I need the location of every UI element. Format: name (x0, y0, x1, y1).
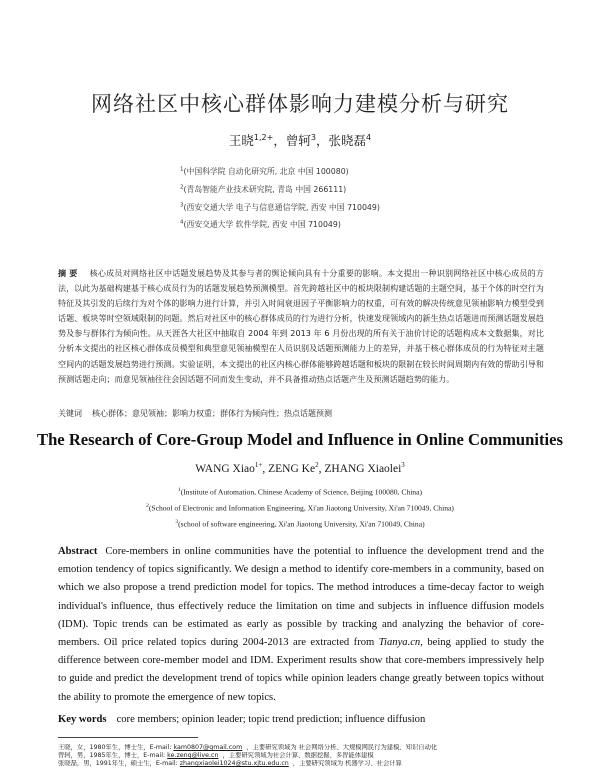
english-title: The Research of Core-Group Model and Influence in Online Communities (37, 430, 563, 449)
footnote-text: ，主要研究领域为 机器学习、社会计算 (292, 760, 402, 767)
author-affiliation-mark: 1,2+ (253, 132, 274, 142)
english-affiliation (0, 519, 600, 529)
affiliation-text: (School of Electronic and Information Engineering, Xi'an Jiaotong University, Xi'an 710049, China) (148, 503, 454, 513)
author-separator: , (318, 462, 325, 475)
author-name: ZHANG Xiaolei (324, 462, 402, 475)
author-email-link[interactable]: ke.zeng@live.cn (167, 752, 219, 759)
author-name: WANG Xiao (195, 462, 255, 475)
affiliation-mark: 4 (180, 219, 184, 226)
footnote-text: 王晓，女，1980年生，博士生，E-mail: (58, 744, 174, 751)
chinese-keywords-label: 关键词 (58, 409, 82, 418)
affiliation-text: (school of software engineering, Xi'an Jiaotong University, Xi'an 710049, China) (178, 519, 425, 529)
author-affiliation-mark: 3 (401, 461, 405, 469)
chinese-affiliation (180, 184, 346, 195)
affiliation-mark: 2 (146, 503, 149, 509)
affiliation-mark: 3 (175, 519, 179, 525)
chinese-keywords (58, 408, 332, 419)
footnote-text: 张晓磊，男，1991年生，硕士生，E-mail: (58, 760, 180, 767)
chinese-title: 网络社区中核心群体影响力建模分析与研究 (91, 92, 509, 116)
author-name: ZENG Ke (268, 462, 316, 475)
english-authors (0, 461, 600, 475)
author-name: 王晓 (228, 133, 254, 148)
english-abstract (58, 543, 544, 707)
author-affiliation-mark: 1+ (254, 461, 263, 469)
english-keywords-text: core members; opinion leader; topic trend prediction; influence diffusion (116, 714, 426, 725)
author-footnotes (58, 744, 558, 768)
affiliation-mark: 1 (180, 166, 184, 173)
chinese-affiliation (180, 166, 349, 177)
chinese-affiliation (180, 202, 380, 213)
footnote-text: 曾轲，男，1985年生，博士，E-mail: (58, 752, 168, 759)
chinese-abstract-label: 摘 要 (58, 269, 78, 278)
author-name: 张晓磊 (328, 133, 366, 148)
footnote-text: ，主要研究领域为社会计算、数据挖掘、多智能体建模 (222, 752, 374, 759)
english-keywords-label: Key words (58, 714, 107, 725)
footnote-line (58, 744, 558, 752)
english-abstract-label: Abstract (58, 546, 98, 557)
chinese-authors (0, 131, 600, 149)
footnote-text: ，主要研究领域为 社会网络分析、大规模网民行为建模、知识自动化 (246, 744, 438, 751)
author-separator: ， (273, 133, 286, 148)
chinese-abstract (58, 266, 544, 387)
affiliation-text: (西安交通大学 电子与信息通信学院, 西安 中国 710049) (183, 203, 380, 212)
affiliation-text: (青岛智能产业技术研究院, 青岛 中国 266111) (183, 185, 347, 194)
author-separator: , (262, 462, 269, 475)
footnote-line (58, 752, 558, 760)
affiliation-text: (中国科学院 自动化研究所, 北京 中国 100080) (183, 167, 349, 176)
author-email-link[interactable]: zhangxiaolei1024@stu.xjtu.edu.cn (179, 760, 289, 767)
author-name: 曾轲 (285, 133, 311, 148)
affiliation-mark: 1 (177, 487, 181, 493)
english-keywords (58, 714, 425, 725)
affiliation-text: (西安交通大学 软件学院, 西安 中国 710049) (183, 220, 341, 229)
footnote-divider (58, 737, 198, 738)
english-affiliation (0, 487, 600, 497)
english-abstract-text-end: , being applied to study the difference between core-member model and IDM. Experiment results show that core-members impressively help to guide and predict the development trend of topics while opinion leaders change greatly between topics without the ability to promote the emergence of new topics. (58, 637, 544, 703)
data-source-name: Tianya.cn (378, 637, 421, 649)
author-affiliation-mark: 2 (315, 461, 319, 469)
chinese-abstract-text: 核心成员对网络社区中话题发展趋势及其参与者的舆论倾向具有十分重要的影响。本文提出一种识别网络社区中核心成员的方法，以此为基础构建基于核心成员行为的话题发展趋势预测模型。首先跨越社区中的板块限制构建话题的主题空间，基于个体的时空行为特征及其引发的后续行为对个体的影响力进行计算，并引入时间衰退因子平衡影响力的权重，可有效的解决传统意见领袖影响力模型受到话题、板块等时空领域限制的问题。然后对社区中的核心群体成员的行为进行分析，快速发现领域内的新生热点话题进而预测话题发展趋势及参与群体行为倾向性。从天涯各大社区中抽取自 2004 年到 2013 年 6 月份出现的所有关于油价讨论的话题构成本文数据集，对比分析本文提出的社区核心群体成员模型和典型意见领袖模型在人员识别及话题预测能力上的差异，并基于核心群体成员的行为特征对主题空间内的话题发展趋势进行预测。实验证明，本文提出的社区内核心群体能够跨越话题和板块的限制在较长时间周期内有效的帮助引导和预测话题走向；而意见领袖往往会因话题不同而发生变动，并不具备推动热点话题产生及预测话题趋势的能力。 (58, 269, 545, 384)
author-affiliation-mark: 4 (366, 132, 372, 142)
chinese-affiliation (180, 219, 341, 230)
affiliation-text: (Institute of Automation, Chinese Academy of Science, Beijing 100080, China) (180, 487, 423, 497)
author-affiliation-mark: 3 (310, 132, 316, 142)
english-affiliation (0, 503, 600, 513)
affiliation-mark: 3 (180, 202, 184, 209)
author-email-link[interactable]: kam0807@gmail.com (173, 744, 243, 751)
english-abstract-text: Core-members in online communities have the potential to influence the development trend and the emotion tendency of topics significantly. We design a method to identify core-members in a community, based on which we also propose a trend prediction model for topics. The method introduces a time-decay factor to weigh individual's influence, thus effectively reduce the limitation on time and subjects in influence diffusion models (IDM). Topic trends can be estimated as early as possible by tracking and analyzing the behavior of core-members. Oil price related topics during 2004-2013 are extracted from (58, 546, 544, 649)
chinese-keywords-text: 核心群体；意见领袖；影响力权重；群体行为倾向性；热点话题预测 (92, 409, 332, 418)
affiliation-mark: 2 (180, 184, 184, 191)
author-separator: ， (315, 133, 329, 148)
